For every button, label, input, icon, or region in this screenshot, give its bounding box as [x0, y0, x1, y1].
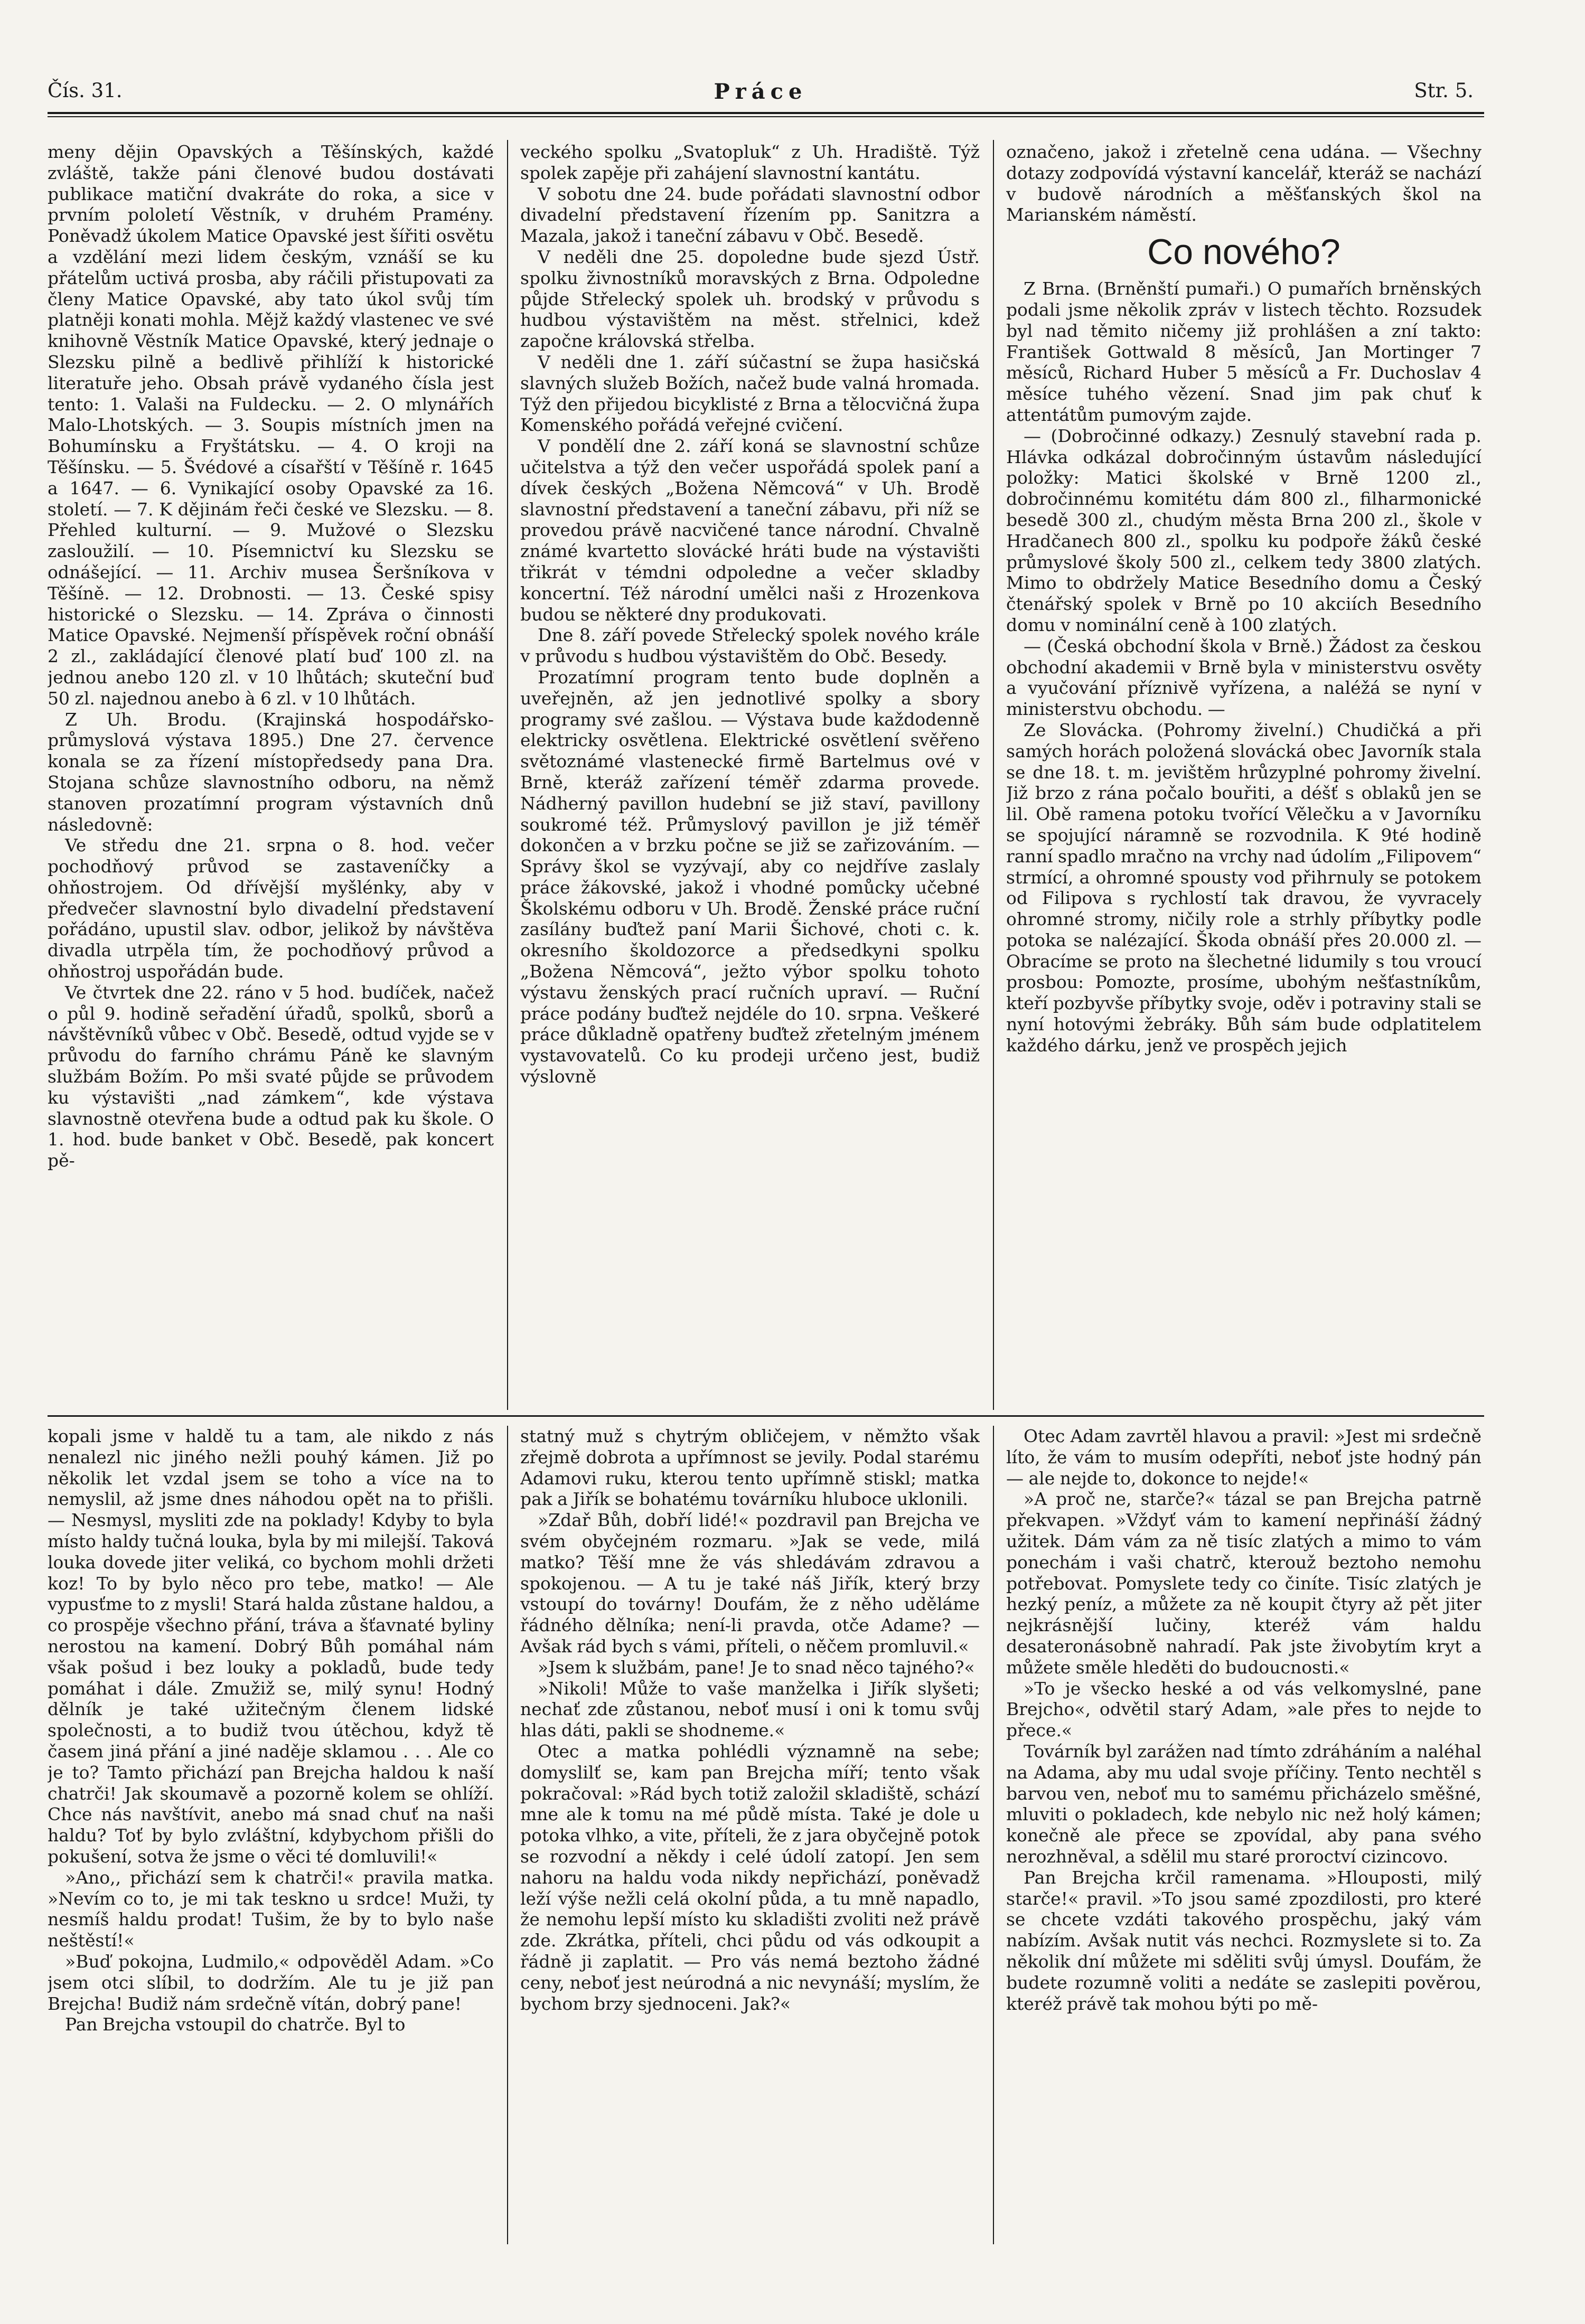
paragraph: »Buď pokojna, Ludmilo,« odpověděl Adam. »Co jsem otci slíbil, to dodržím. Ale tu je již pan Brejcha! Budiž nám srdečně vítán, dobrý pane!: [48, 1951, 494, 2014]
paragraph: V neděli dne 25. dopoledne bude sjezd Ústř. spolku živnostníků moravských z Brna. Odpoledne půjde Střelecký spolek uh. brodský v průvodu s hudbou výstavištěm na měst. střelnici, kdež započne královská střelba.: [520, 246, 980, 352]
paragraph-z-brna: Z Brna. (Brněnští pumaři.) O pumařích brněnských podali jsme několik zpráv v listech těchto. Rozsudek byl nad těmito ničemy již prohlášen a zní takto: František Gottwald 8 měsíců, Jan Mortinger 7 měsíců, Richard Huber 5 měsíců a Fr. Duchoslav 4 měsíce tuhého vězení. Snad jim pak chuť k attentátům pumovým zajde.: [1006, 278, 1481, 425]
page-number: Str. 5.: [1414, 79, 1474, 102]
paragraph: »Zdař Bůh, dobří lidé!« pozdravil pan Brejcha ve svém obyčejném rozmaru. »Jak se vede, milá matko? Těší mne že vás shledávám zdravou a spokojenou. — A tu je také náš Jiřík, který brzy vstoupí do továrny! Doufám, že z něho uděláme řádného dělníka; není-li pravda, otče Adame? — Avšak rád bych s vámi, příteli, o něčem promluvil.«: [520, 1510, 980, 1657]
paragraph: »Jsem k službám, pane! Je to snad něco tajného?«: [538, 1657, 975, 1678]
column-rule: [993, 1426, 994, 2244]
paragraph: V sobotu dne 24. bude pořádati slavnostní odbor divadelní představení řízením pp. Sanitzra a Mazala, jakož i taneční zábavu v Obč. Besedě.: [520, 183, 980, 247]
bottom-column-3: [1006, 1426, 1481, 2250]
paragraph: »To je všecko heské a od vás velkomyslné, pane Brejcho«, odvětil starý Adam, »ale přes to nejde to přece.«: [1006, 1678, 1481, 1741]
paragraph: »Ano,, přichází sem k chatrči!« pravila matka. »Nevím co to, je mi tak teskno u srdce! Muži, ty nesmíš haldu prodat! Tušim, že by to bylo naše neštěstí!«: [48, 1867, 494, 1951]
paragraph: veckého spolku „Svatopluk“ z Uh. Hradiště. Týž spolek zapěje při zahájení slavnostní kantátu.: [520, 142, 980, 183]
paragraph: Ve středu dne 21. srpna o 8. hod. večer pochodňový průvod se zastaveníčky a ohňostrojem. Od dřívější myšlénky, aby v předvečer slavnostní bylo divadelní představení pořádáno, upustil slav. odbor, jelikož by návštěva divadla utrpěla tím, že pochodňový průvod a ohňostroj uspořádán bude.: [48, 835, 494, 982]
paragraph-ze-slovacka: Ze Slovácka. (Pohromy živelní.) Chudičká a při samých horách položená slovácká obec Javorník stala se dne 18. t. m. jevištěm hrůzyplné pohromy živelní. Již brzo z rána počalo bouřiti, a déšť s oblaků jen se lil. Obě ramena potoku tvořící Vělečku a v Javorníku se spojující náramně se rozvodnila. K 9té hodině ranní spadlo mračno na vrchy nad údolím „Filipovem“ strmící, a ohromné spousty vod přihrnuly se potokem od Filipova s rychlostí tak dravou, že vyvracely ohromné stromy, ničily role a strhly příbytky podle potoka se nalézající. Škoda obnáší přes 20.000 zl. — Obracíme se proto na šlechetné lidumily s tou vroucí prosbou: Pomozte, prosíme, ubohým nešťastníkům, kteří pozbyvše příbytky svoje, oděv i potraviny stali se nyní hotovými žebráky. Bůh sám bude odplatitelem každého dárku, jenž ve prospěch jejich: [1006, 719, 1481, 1056]
column-rule: [507, 140, 508, 1410]
paragraph: — (Dobročinné odkazy.) Zesnulý stavební rada p. Hlávka odkázal dobročinným ústavům následující položky: Matici školské v Brně 1200 zl., dobročinnému komitétu dám 800 zl., filharmonické besedě 300 zl., chudým města Brna 200 zl., škole v Hradčanech 800 zl., spolku ku podpoře žáků české průmyslové školy 500 zl., celkem tedy 3800 zlatých. Mimo to obdržely Matice Besedního domu a Český čtenářský spolek v Brně po 10 akciích Besedního domu v nominální ceně à 100 zlatých.: [1006, 425, 1481, 635]
paragraph: »A proč ne, starče?« tázal se pan Brejcha patrně překvapen. »Vždyť vám to kamení nepřináší žádný užitek. Dám vám za ně tisíc zlatých a mimo to vám ponechám i vaši chatrč, kterouž beztoho nemohu potřebovat. Pomyslete tedy co činíte. Tisíc zlatých je hezký peníz, a můžete za ně koupit čtyry až pět jiter nejkrásnější lučiny, kteréž vám haldu desateronásobně nahradí. Pak jste živobytím kryt a můžete směle hleděti do budoucnosti.«: [1006, 1489, 1481, 1678]
page-header: [48, 79, 1474, 111]
paragraph-uh-brod: Z Uh. Brodu. (Krajinská hospodářsko-průmyslová výstava 1895.) Dne 27. července konala se za řízení místopředsedy pana Dra. Stojana schůze slavnostního odboru, na němž stanoven prozatímní program výstavních dnů následovně:: [48, 709, 494, 835]
bottom-column-1: [48, 1426, 494, 2250]
paragraph: Otec Adam zavrtěl hlavou a pravil: »Jest mi srdečně líto, že vám to musím odepříti, neboť jste hodný pán — ale nejde to, dokonce to nejde!«: [1006, 1426, 1481, 1489]
paragraph: Dne 8. září povede Střelecký spolek nového krále v průvodu s hudbou výstavištěm do Obč. Besedy.: [520, 625, 980, 667]
top-column-2: [520, 142, 980, 1409]
paragraph: — (Česká obchodní škola v Brně.) Žádost za českou obchodní akademii v Brně byla v ministerstvu osvěty a vyučování příznivě vyřízena, a naléžá se nyní v ministerstvu obchodu. —: [1006, 635, 1481, 720]
issue-number: Čís. 31.: [48, 79, 123, 102]
paragraph: Prozatímní program tento bude doplněn a uveřejněn, až jen jednotlivé spolky a sbory programy své zašlou. — Výstava bude každodenně elektricky osvětlena. Elektrické osvětlení svěřeno světoznámé vlastenecké firmě Bartelmus ové v Brně, kteráž zařízení téměř zdarma provede. Nádherný pavillon hudební se již staví, pavillony soukromé též. Průmyslový pavillon je již téměř dokončen a v brzku počne se již se zařizováním. — Správy škol se vyzývají, aby co nejdříve zaslaly práce žákovské, jakož i vhodné pomůcky učebné Školskému odboru v Uh. Brodě. Ženské práce ruční zasílány buďtež paní Marii Šichové, choti c. k. okresního školdozorce a předsedkyni spolku „Božena Němcová“, ježto výbor spolku tohoto výstavu ženských prací ručních upraví. — Ruční práce podány buďtež nejdéle do 10. srpna. Veškeré práce důkladně opatřeny buďtež zřetelným jménem vystavovatelů. Co ku prodeji určeno jest, budiž výslovně: [520, 666, 980, 1087]
paragraph: »Nikoli! Může to vaše manželka i Jiřík slyšeti; nechať zde zůstanou, neboť musí i oni k tomu svůj hlas dáti, pakli se shodneme.«: [520, 1678, 980, 1741]
paragraph: Pan Brejcha krčil ramenama. »Hlouposti, milý starče!« pravil. »To jsou samé zpozdilosti, pro které se chcete vzdáti takového prospěchu, jaký vám nabízím. Avšak nutit vás nechci. Rozmyslete si to. Za několik dní můžete mi sděliti svůj úmysl. Doufám, že budete rozumně voliti a nedáte se zaslepiti pověrou, kteréž právě tak mohou býti po mě-: [1006, 1867, 1481, 2014]
section-heading-co-noveho: Co nového?: [1147, 232, 1340, 272]
bottom-column-2: [520, 1426, 980, 2250]
paragraph: meny dějin Opavských a Těšínských, každé zvláště, takže páni členové budou dostávati publikace matiční dvakráte do roka, a sice v prvním pololetí Věstník, v druhém Pramény. Poněvadž úkolem Matice Opavské jest šířiti osvětu a vzdělání mezi lidem českým, vznáší se ku přátelům uctivá prosba, aby ráčili přistupovati za členy Matice Opavské, aby tato úkol svůj tím platněji konati mohla. Mějž každý vlastenec ve své knihovně Věstník Matice Opavské, který jednaje o Slezsku pilně a bedlivě přihlíží k historické literatuře jeho. Obsah právě vydaného čísla jest tento: 1. Valaši na Fuldecku. — 2. O mlynářích Malo-Lhotských. — 3. Soupis místních jmen na Bohumínsku a Fryštátsku. — 4. O kroji na Těšínsku. — 5. Švédové a císařští v Těšíně r. 1645 a 1647. — 6. Vynikající osoby Opavské za 16. století. — 7. K dějinám řeči české ve Slezsku. — 8. Přehled kulturní. — 9. Mužové o Slezsku zasloužilí. — 10. Písemnictví ku Slezsku se odnášející. — 11. Archiv musea Šeršníkova v Těšíně. — 12. Drobnosti. — 13. České spisy historické o Slezsku. — 14. Zpráva o činnosti Matice Opavské. Nejmenší příspěvek roční obnáší 2 zl., zakládající členové platí buď 100 zl. na jednou anebo 120 zl. v 10 lhůtách; skuteční buď 50 zl. najednou anebo à 6 zl. v 10 lhůtách.: [48, 142, 494, 709]
paragraph: označeno, jakož i zřetelně cena udána. — Všechny dotazy zodpovídá výstavní kancelář, kteráž se nachází v budově národních a měšťanských škol na Marianském náměstí.: [1006, 142, 1481, 225]
paragraph: Otec a matka pohlédli významně na sebe; domyslilť se, kam pan Brejcha míří; tento však pokračoval: »Rád bych totiž založil skladiště, schází mne ale k tomu na mé půdě místa. Také je dole u potoka vlhko, a vite, příteli, že z jara obyčejně potok se rozvodní a někdy i celé údolí zatopí. Jen sem nahoru na haldu voda nikdy nepřichází, poněvadž leží výše nežli celá okolní půda, a tu mně napadlo, že nemohu lepší místo ku skladišti zvoliti než právě zde. Zkrátka, příteli, chci půdu od vás odkoupit a řádně ji zaplatit. — Pro vás nemá beztoho žádné ceny, neboť jest neúrodná a nic nevynáší; myslím, že bychom brzy sjednoceni. Jak?«: [520, 1740, 980, 2014]
header-rule: [48, 112, 1484, 114]
paragraph: kopali jsme v haldě tu a tam, ale nikdo z nás nenalezl nic jiného nežli pouhý kámen. Již po několik let vzdal jsem se toho a více na to nemyslil, až jsme dnes náhodou opět na to přišli. — Nesmysl, mysliti zde na poklady! Kdyby to byla místo haldy tučná louka, byla by mi milejší. Taková louka dovede jiter veliká, co bychom mohli držeti koz! To by bylo něco pro tebe, matko! — Ale vypusťme to z mysli! Stará halda zůstane haldou, a co prospěje všechno přání, tráva a šťavnaté byliny nerostou na kamení. Dobrý Bůh pomáhal nám však pošud i bez louky a pokladů, bude tedy pomáhat i dále. Zmužiž se, milý synu! Hodný dělník je také užitečným členem lidské společnosti, a to budiž tvou útěchou, když tě časem jiná přání a jiné naděje sklamou . . . Ale co je to? Tamto přichází pan Brejcha haldou k naší chatrči! Jak skoumavě a pozorně kolem se ohlíží. Chce nás navštívit, anebo má snad chuť na naši haldu? Toť by bylo zvláštní, kdybychom přišli do pokušení, sotva že jsme o věci té domluvili!«: [48, 1426, 494, 1867]
paragraph: Pan Brejcha vstoupil do chatrče. Byl to: [65, 2014, 406, 2035]
paragraph: Ve čtvrtek dne 22. ráno v 5 hod. budíček, načež o půl 9. hodině seřadění úřadů, spolků, sborů a návštěvníků vůbec v Obč. Besedě, odtud vyjde se v průvodu do farního chrámu Páně ke slavným službám Božím. Po mši svaté půjde se průvodem ku výstavišti „nad zámkem“, kde výstava slavnostně otevřena bude a odtud pak ku škole. O 1. hod. bude banket v Obč. Besedě, pak koncert pě-: [48, 982, 494, 1171]
column-rule: [507, 1426, 508, 2244]
newspaper-title: Práce: [714, 79, 808, 104]
paragraph: Továrník byl zarážen nad tímto zdráháním a naléhal na Adama, aby mu udal svoje příčiny. Tento nechtěl s barvou ven, neboť mu to samému přicházelo směšné, mluviti o pokladech, kde nebylo nic než holý kámen; konečně ale přece se zpovídal, aby pana svého nerozhněval, a sdělil mu staré proroctví cizincovo.: [1006, 1740, 1481, 1867]
column-rule: [993, 140, 994, 1410]
section-divider: [48, 1415, 1484, 1417]
paragraph: statný muž s chytrým obličejem, v němžto však zřejmě dobrota a upřímnost se jevily. Podal starému Adamovi ruku, kterou tento upřímně stiskl; matka pak a Jiřík se bohatému továrníku hluboce uklonili.: [520, 1426, 980, 1510]
top-column-3: [1006, 142, 1481, 1409]
paragraph: V pondělí dne 2. září koná se slavnostní schůze učitelstva a týž den večer uspořádá spolek paní a dívek českých „Božena Němcová“ v Uh. Brodě slavnostní představení a taneční zábavu, při níž se provedou právě nacvičené tance národní. Chvalně známé kvartetto slovácké hráti bude na výstavišti třikrát v témdni odpoledne a večer skladby koncertní. Též národní umělci naši z Hrozenkova budou se některé dny produkovati.: [520, 436, 980, 625]
top-column-1: [48, 142, 494, 1409]
header-rule-thin: [48, 116, 1484, 117]
paragraph: V neděli dne 1. září súčastní se župa hasičská slavných služeb Božích, načež bude valná hromada. Týž den přijedou bicyklisté z Brna a tělocvičná župa Komenského pořádá veřejné cvičení.: [520, 351, 980, 436]
